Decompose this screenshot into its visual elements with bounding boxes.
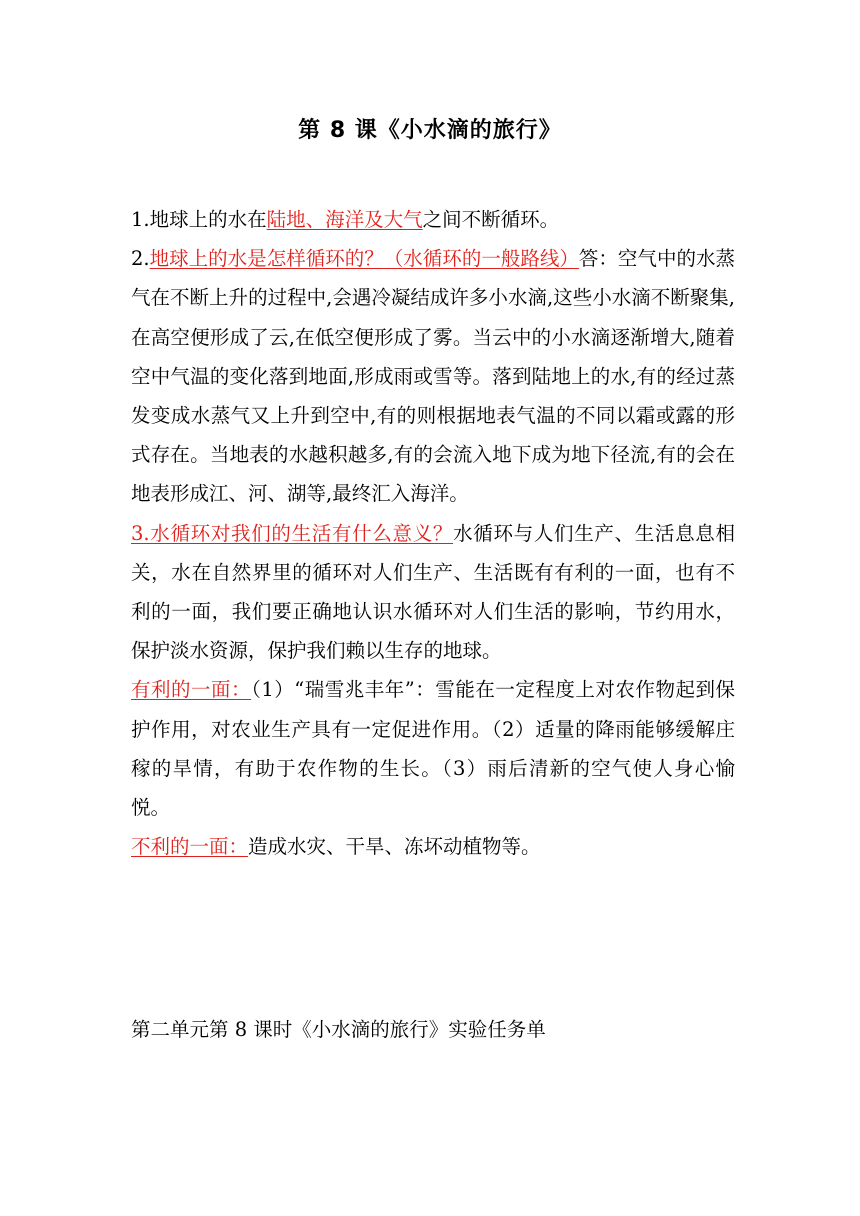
- paragraph-2-question: 地球上的水是怎样循环的？（水循环的一般路线）: [149, 247, 579, 271]
- paragraph-4-heading: 有利的一面：: [131, 678, 252, 702]
- paragraph-5-heading: 不利的一面：: [131, 835, 249, 859]
- paragraph-1: [131, 200, 735, 239]
- paragraph-3: [131, 514, 735, 671]
- paragraph-4-text: （1）“瑞雪兆丰年”：雪能在一定程度上对农作物起到保护作用，对农业生产具有一定促进作用。（2）适量的降雨能够缓解庄稼的旱情，有助于农作物的生长。（3）雨后清新的空气使人身心愉悦。: [131, 678, 735, 820]
- paragraph-1-text: 之间不断循环。: [422, 208, 560, 231]
- paragraph-2-answer: 答：空气中的水蒸气在不断上升的过程中,会遇冷凝结成许多小水滴,这些小水滴不断聚集,在高空便形成了云,在低空便形成了雾。当云中的小水滴逐渐增大,随着空中气温的变化落到地面,形成雨或雪等。落到陆地上的水,有的经过蒸发变成水蒸气又上升到空中,有的则根据地表气温的不同以霜或露的形式存在。当地表的水越积越多,有的会流入地下成为地下径流,有的会在地表形成江、河、湖等,最终汇入海洋。: [131, 247, 735, 506]
- paragraph-3-question: 3.水循环对我们的生活有什么意义？: [131, 521, 454, 545]
- paragraph-3-answer: 水循环与人们生产、生活息息相关，水在自然界里的循环对人们生产、生活既有有利的一面，也有不利的一面，我们要正确地认识水循环对人们生活的影响，节约用水，保护淡水资源，保护我们赖以生存的地球。: [131, 521, 735, 663]
- paragraph-1-highlight: 陆地、海洋及大气: [266, 208, 423, 231]
- paragraph-4: [131, 670, 735, 827]
- task-sheet-heading: 第二单元第 8 课时《小水滴的旅行》实验任务单: [131, 1018, 546, 1041]
- paragraph-5: [131, 827, 735, 866]
- paragraph-2: [131, 239, 735, 513]
- page-title: 第 8 课《小水滴的旅行》: [298, 118, 562, 143]
- paragraph-5-text: 造成水灾、干旱、冻坏动植物等。: [248, 835, 541, 859]
- document-body: [131, 200, 735, 866]
- paragraph-1-lead: 1.地球上的水在: [131, 208, 267, 231]
- paragraph-2-number: 2.: [131, 247, 150, 271]
